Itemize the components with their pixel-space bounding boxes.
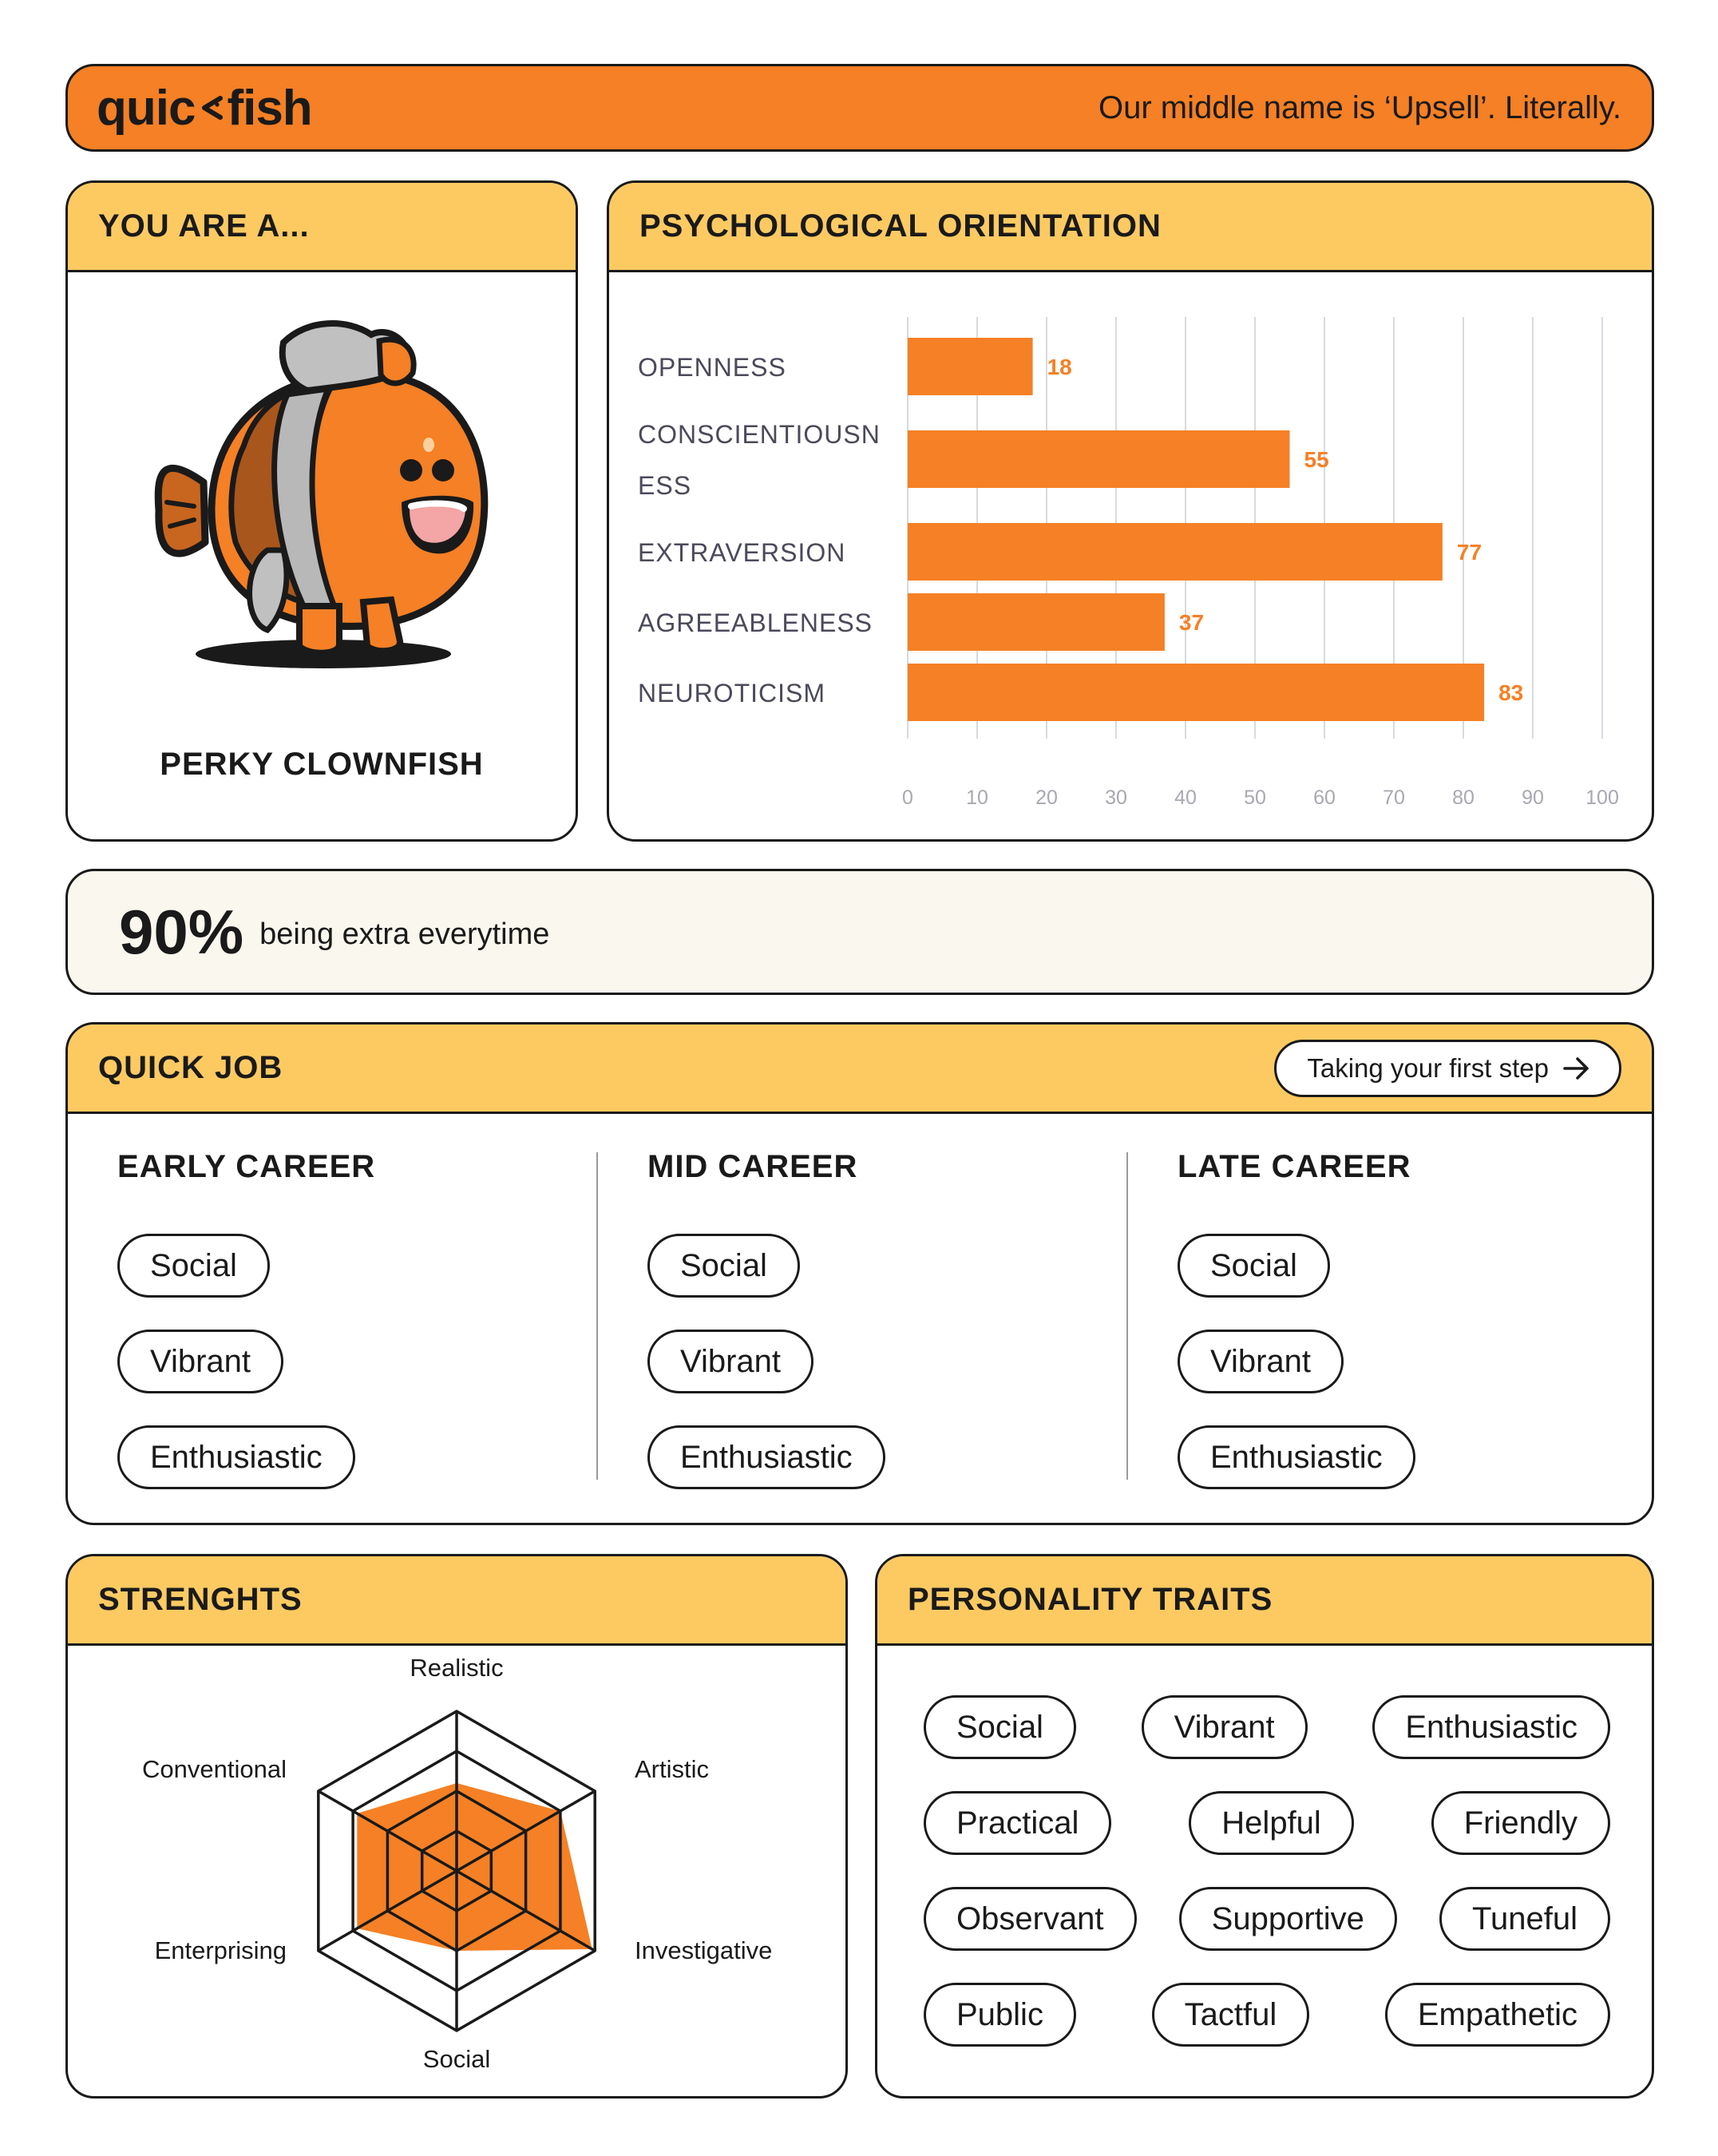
chart-tick-label: 30 bbox=[1105, 787, 1127, 809]
radar-axis-label: Social bbox=[422, 2045, 491, 2073]
radar-axis-label: Realistic bbox=[410, 1654, 504, 1682]
radar-axis-label: Conventional bbox=[142, 1755, 287, 1783]
chart-category-label: CONSCIENTIOUSN bbox=[638, 420, 881, 449]
traits-card bbox=[875, 1554, 1654, 2099]
chart-tick-labels bbox=[902, 787, 1619, 809]
radar-axis-label: Enterprising bbox=[154, 1936, 287, 1964]
traits-header bbox=[877, 1556, 1652, 1646]
first-step-button-label: Taking your first step bbox=[1307, 1052, 1549, 1083]
chart-bar bbox=[908, 338, 1033, 395]
chart-bars bbox=[908, 338, 1484, 721]
quick-job-header bbox=[68, 1024, 1652, 1114]
quick-job-card bbox=[65, 1022, 1654, 1525]
chart-category-label: OPENNESS bbox=[638, 353, 786, 382]
arrow-right-icon bbox=[1563, 1056, 1590, 1080]
radar-axis-label: Investigative bbox=[635, 1936, 773, 1964]
career-tag[interactable]: Enthusiastic bbox=[117, 1425, 355, 1489]
career-title: LATE CAREER bbox=[1178, 1149, 1411, 1184]
career-column-mid bbox=[598, 1114, 1128, 1513]
strengths-title: STRENGHTS bbox=[98, 1582, 303, 1617]
trait-tag[interactable]: Empathetic bbox=[1385, 1983, 1610, 2047]
career-tag-list bbox=[117, 1234, 355, 1489]
chart-bar bbox=[908, 523, 1443, 581]
top-banner bbox=[65, 64, 1654, 152]
career-column-late bbox=[1128, 1114, 1654, 1513]
chart-category-label: AGREEABLENESS bbox=[638, 608, 873, 637]
chart-tick-label: 50 bbox=[1244, 787, 1266, 809]
career-title: EARLY CAREER bbox=[117, 1149, 376, 1184]
career-title: MID CAREER bbox=[647, 1149, 858, 1184]
chart-category-label: ESS bbox=[638, 471, 692, 500]
first-step-button[interactable] bbox=[1274, 1040, 1621, 1097]
career-tag-list bbox=[647, 1234, 885, 1489]
chart-value-label: 55 bbox=[1304, 447, 1329, 472]
career-tag-list bbox=[1178, 1234, 1415, 1489]
career-tag[interactable]: Social bbox=[117, 1234, 270, 1298]
character-card bbox=[65, 180, 578, 842]
career-tag[interactable]: Social bbox=[647, 1234, 800, 1298]
character-card-title: YOU ARE A... bbox=[98, 208, 310, 244]
trait-tag[interactable]: Tactful bbox=[1152, 1983, 1310, 2047]
trait-row bbox=[924, 1983, 1610, 2047]
chart-value-label: 83 bbox=[1498, 680, 1524, 705]
chart-tick-label: 90 bbox=[1522, 787, 1544, 809]
chart-tick-label: 0 bbox=[902, 787, 913, 809]
trait-row bbox=[924, 1791, 1610, 1855]
quick-job-title: QUICK JOB bbox=[98, 1050, 283, 1085]
trait-tag[interactable]: Supportive bbox=[1179, 1887, 1397, 1951]
tagline: Our middle name is ‘Upsell’. Literally. bbox=[1098, 89, 1621, 125]
chart-bar bbox=[908, 664, 1484, 721]
stat-description: being extra everytime bbox=[259, 917, 550, 951]
orientation-bar-chart bbox=[609, 272, 1651, 838]
trait-row bbox=[924, 1695, 1610, 1759]
chart-category-label: EXTRAVERSION bbox=[638, 538, 846, 567]
chart-value-label: 77 bbox=[1456, 540, 1482, 565]
orientation-card-title: PSYCHOLOGICAL ORIENTATION bbox=[639, 208, 1162, 244]
trait-tag[interactable]: Tuneful bbox=[1439, 1887, 1610, 1951]
trait-tag[interactable]: Friendly bbox=[1431, 1791, 1610, 1855]
chart-category-labels bbox=[638, 353, 881, 707]
career-tag[interactable]: Enthusiastic bbox=[1178, 1425, 1415, 1489]
trait-row bbox=[924, 1887, 1610, 1951]
chart-tick-label: 80 bbox=[1452, 787, 1475, 809]
logo-text-end: fish bbox=[227, 80, 312, 136]
career-tag[interactable]: Vibrant bbox=[647, 1330, 813, 1393]
trait-tag[interactable]: Vibrant bbox=[1142, 1695, 1308, 1759]
orientation-card bbox=[607, 180, 1654, 842]
career-tag[interactable]: Vibrant bbox=[117, 1330, 283, 1393]
chart-tick-label: 60 bbox=[1313, 787, 1336, 809]
strengths-card bbox=[65, 1554, 848, 2099]
orientation-card-header bbox=[609, 183, 1652, 272]
character-name: PERKY CLOWNFISH bbox=[160, 747, 484, 782]
strengths-header bbox=[68, 1556, 845, 1646]
career-tag[interactable]: Vibrant bbox=[1178, 1330, 1344, 1393]
chart-bar bbox=[908, 430, 1290, 488]
career-column-early bbox=[68, 1114, 598, 1513]
strengths-radar-chart bbox=[68, 1646, 845, 2098]
trait-tag[interactable]: Enthusiastic bbox=[1372, 1695, 1610, 1759]
chevron-fish-icon bbox=[196, 93, 225, 122]
chart-tick-label: 40 bbox=[1174, 787, 1197, 809]
radar-axis-label: Artistic bbox=[635, 1755, 709, 1783]
chart-value-label: 18 bbox=[1047, 355, 1072, 379]
chart-bar bbox=[908, 593, 1165, 651]
chart-category-label: NEUROTICISM bbox=[638, 679, 825, 707]
career-tag[interactable]: Enthusiastic bbox=[647, 1425, 885, 1489]
trait-tag[interactable]: Practical bbox=[924, 1791, 1111, 1855]
traits-title: PERSONALITY TRAITS bbox=[908, 1582, 1273, 1617]
character-card-header bbox=[68, 183, 576, 272]
career-tag[interactable]: Social bbox=[1178, 1234, 1330, 1298]
chart-value-label: 37 bbox=[1178, 610, 1205, 635]
trait-tag[interactable]: Public bbox=[924, 1983, 1076, 2047]
chart-tick-label: 100 bbox=[1585, 787, 1619, 809]
trait-tag[interactable]: Social bbox=[924, 1695, 1076, 1759]
quickfish-logo[interactable] bbox=[97, 80, 312, 137]
logo-text-start: quic bbox=[97, 80, 196, 136]
clownfish-mascot-icon bbox=[148, 311, 499, 678]
chart-tick-label: 10 bbox=[966, 787, 988, 809]
stat-banner bbox=[65, 869, 1654, 995]
trait-tag[interactable]: Observant bbox=[924, 1887, 1137, 1951]
stat-value: 90% bbox=[119, 896, 244, 967]
chart-tick-label: 20 bbox=[1035, 787, 1058, 809]
trait-tag[interactable]: Helpful bbox=[1189, 1791, 1354, 1855]
chart-tick-label: 70 bbox=[1383, 787, 1405, 809]
